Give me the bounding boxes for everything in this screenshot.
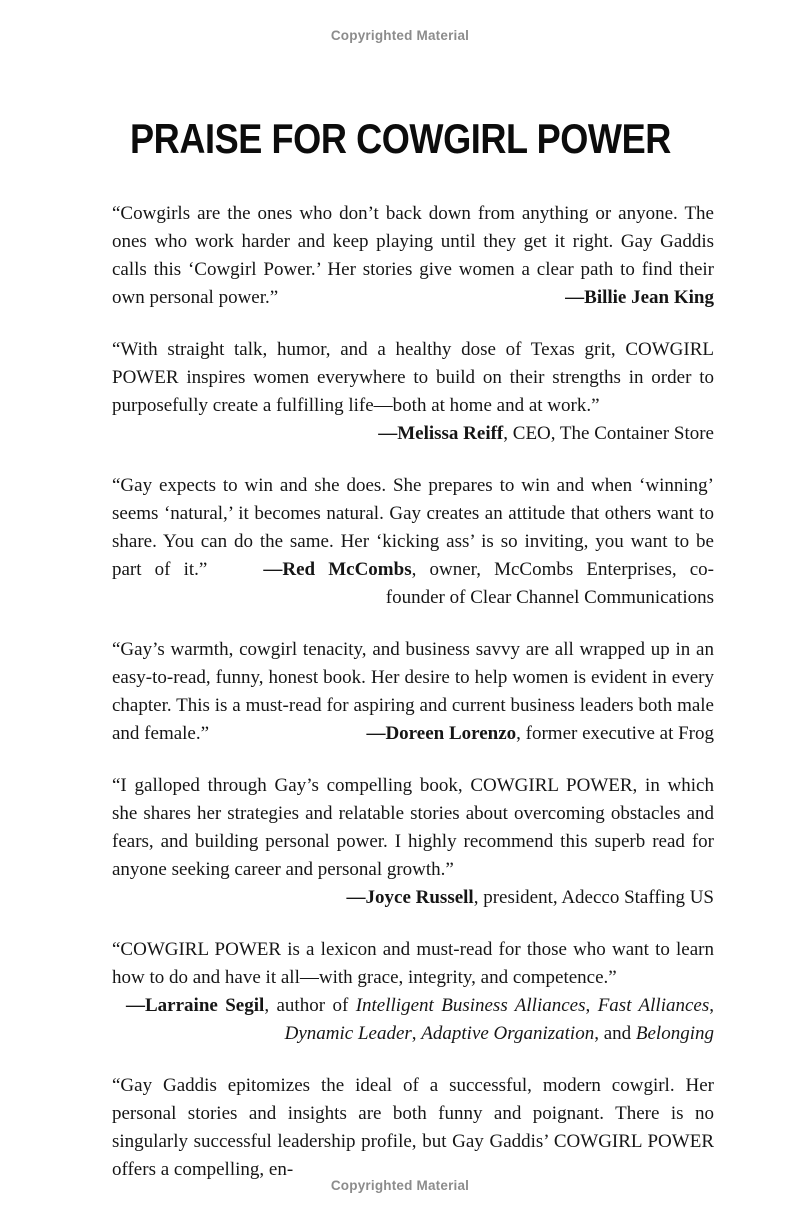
- book-title: Belonging: [635, 1023, 714, 1044]
- book-title: Adaptive Organization: [421, 1023, 595, 1044]
- attribution: [112, 420, 714, 448]
- page-title: [0, 116, 800, 162]
- quote-text: “Gay expects to win and she does. She prepares to win and when ‘winning’ seems ‘natural,’ it becomes natural. Gay creates an attitude that others want to share. You can do the same. Her ‘kicking ass’ is so inviting, you want to be part of it.”: [112, 475, 714, 580]
- attribution-name: —Red McCombs: [263, 559, 412, 580]
- testimonial-billie-jean-king: [112, 200, 714, 312]
- attribution-role: , author of: [264, 995, 356, 1016]
- attribution-separator: ,: [585, 995, 598, 1016]
- praise-quotes-list: [112, 200, 714, 1184]
- quote-text: “With straight talk, humor, and a healthy dose of Texas grit, COWGIRL POWER inspires women everywhere to build on their strengths in order to purposefully create a fulfilling life—both at home and at work.”: [112, 339, 714, 416]
- testimonial-quote: [112, 936, 714, 992]
- testimonial-quote: [112, 472, 714, 612]
- attribution-name: —Doreen Lorenzo: [366, 723, 517, 744]
- page-title-text: PRAISE FOR COWGIRL POWER: [129, 115, 671, 162]
- attribution-role: , CEO, The Container Store: [503, 423, 714, 444]
- book-title: Intelligent Business Alliances: [355, 995, 586, 1016]
- testimonial-larraine-segil: [112, 936, 714, 1048]
- attribution-name: —Melissa Reiff: [378, 423, 504, 444]
- attribution-separator: ,: [709, 995, 714, 1016]
- attribution-name: —Billie Jean King: [565, 287, 714, 308]
- copyright-notice-top: Copyrighted Material: [330, 28, 470, 43]
- testimonial-quote: [112, 336, 714, 420]
- quote-text: “COWGIRL POWER is a lexicon and must-read for those who want to learn how to do and have it all—with grace, integrity, and competence.”: [112, 939, 714, 988]
- copyright-notice-bottom: Copyrighted Material: [330, 1178, 470, 1193]
- testimonial-red-mccombs: [112, 472, 714, 612]
- book-title: Fast Alliances: [597, 995, 710, 1016]
- attribution-role: , former executive at Frog: [516, 723, 714, 744]
- testimonial-final-truncated: [112, 1072, 714, 1184]
- testimonial-doreen-lorenzo: [112, 636, 714, 748]
- quote-text: “Cowgirls are the ones who don’t back down from anything or anyone. The ones who work harder and keep playing until they get it right. Gay Gaddis calls this ‘Cowgirl Power.’ Her stories give women a clear path to find their own personal power.”: [112, 203, 714, 308]
- quote-text: “Gay’s warmth, cowgirl tenacity, and business savvy are all wrapped up in an easy-to-read, funny, honest book. Her desire to help women is evident in every chapter. This is a must-read for aspiring and current business leaders both male and female.”: [112, 639, 714, 744]
- attribution-separator: ,: [411, 1023, 422, 1044]
- quote-text: “Gay Gaddis epitomizes the ideal of a successful, modern cowgirl. Her personal stories and insights are both funny and poignant. There is no singularly successful leadership profile, but Gay Gaddis’ COWGIRL POWER offers a compelling, en-: [112, 1075, 714, 1180]
- attribution-name: —Joyce Russell: [346, 887, 474, 908]
- testimonial-quote: [112, 200, 714, 312]
- testimonial-quote: [112, 636, 714, 748]
- attribution-role: , president, Adecco Staffing US: [473, 887, 714, 908]
- attribution: [112, 884, 714, 912]
- attribution-separator: , and: [594, 1023, 636, 1044]
- testimonial-melissa-reiff: [112, 336, 714, 448]
- quote-text: “I galloped through Gay’s compelling book, COWGIRL POWER, in which she shares her strategies and relatable stories about overcoming obstacles and fears, and building personal power. I highly recommend this superb read for anyone seeking career and personal growth.”: [112, 775, 714, 880]
- testimonial-quote: [112, 1072, 714, 1184]
- attribution-name: —Larraine Segil: [126, 995, 265, 1016]
- testimonial-quote: [112, 772, 714, 884]
- testimonial-joyce-russell: [112, 772, 714, 912]
- attribution: [366, 720, 714, 748]
- attribution: [565, 284, 714, 312]
- attribution: [112, 992, 714, 1048]
- book-title: Dynamic Leader: [284, 1023, 412, 1044]
- attribution-role: , owner, McCombs Enterprises, co-founder of Clear Channel Communications: [385, 559, 714, 608]
